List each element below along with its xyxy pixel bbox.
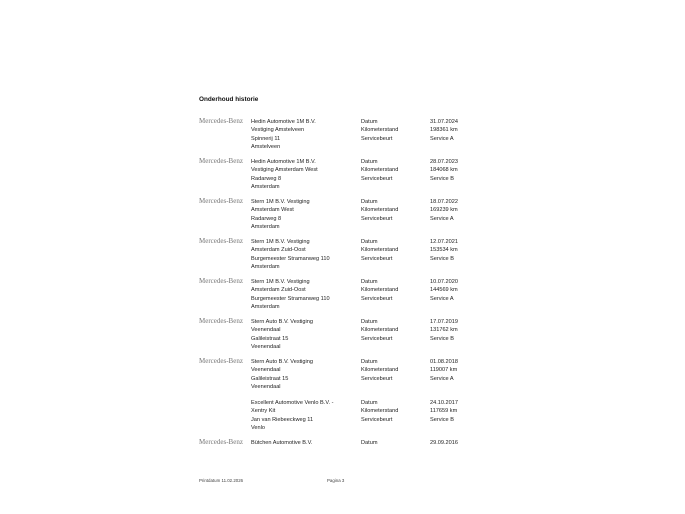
dealer-address [251, 118, 363, 152]
address-line: Amsterdam [251, 184, 280, 191]
service-value: Service A [430, 135, 454, 142]
address-line: Galileistraat 15 [251, 375, 289, 382]
date-value: 24.10.2017 [430, 400, 458, 406]
km-value: 169239 km [430, 207, 458, 214]
date-value: 29.09.2016 [430, 440, 458, 446]
km-value: 198361 km [430, 127, 458, 134]
field-labels [361, 399, 398, 424]
date-value: 01.08.2018 [430, 359, 458, 365]
service-label: Servicebeurt [361, 135, 393, 142]
field-values [430, 399, 458, 424]
address-line: Stern 1M B.V. Vestiging [251, 239, 310, 245]
dealer-address [251, 318, 363, 352]
service-label: Servicebeurt [361, 255, 393, 262]
date-label: Datum [361, 400, 378, 406]
service-value: Service A [430, 295, 454, 302]
dealer-address [251, 358, 363, 392]
service-value: Service B [430, 335, 454, 342]
page-number: Pagina 3 [327, 478, 345, 483]
date-label: Datum [361, 359, 378, 365]
address-line: Burgemeester Stramanweg 110 [251, 295, 330, 302]
field-labels [361, 439, 377, 447]
mercedes-benz-logo: Mercedes-Benz [199, 237, 243, 245]
field-values [430, 358, 458, 383]
km-label: Kilometerstand [361, 167, 399, 174]
service-value: Service B [430, 175, 454, 182]
field-labels [361, 118, 398, 143]
service-value: Service A [430, 375, 454, 382]
address-line: Stern Auto B.V. Vestiging [251, 359, 313, 365]
field-labels [361, 158, 398, 183]
address-line: Venlo [251, 425, 265, 432]
address-line: Radarweg 8 [251, 175, 282, 182]
address-line: Burgemeester Stramanweg 110 [251, 255, 330, 262]
dealer-address [251, 158, 363, 192]
field-labels [361, 318, 398, 343]
service-label: Servicebeurt [361, 335, 393, 342]
km-value: 119007 km [430, 367, 458, 374]
field-labels [361, 278, 398, 303]
service-label: Servicebeurt [361, 295, 393, 302]
field-values [430, 318, 458, 343]
dealer-address [251, 238, 363, 272]
dealer-address [251, 439, 363, 447]
address-line: Veenendaal [251, 384, 281, 391]
field-labels [361, 238, 398, 263]
address-line: Veenendaal [251, 367, 281, 374]
km-value: 184068 km [430, 167, 458, 174]
km-label: Kilometerstand [361, 247, 399, 254]
field-values [430, 158, 458, 183]
date-value: 10.07.2020 [430, 279, 458, 285]
date-value: 31.07.2024 [430, 119, 458, 125]
service-label: Servicebeurt [361, 375, 393, 382]
address-line: Stern Auto B.V. Vestiging [251, 319, 313, 325]
service-label: Servicebeurt [361, 416, 393, 423]
address-line: Amsterdam [251, 304, 280, 311]
address-line: Amstelveen [251, 144, 281, 151]
field-values [430, 439, 458, 447]
address-line: Excellent Automotive Venlo B.V. - [251, 400, 334, 406]
date-value: 12.07.2021 [430, 239, 458, 245]
service-value: Service B [430, 255, 454, 262]
mercedes-benz-logo: Mercedes-Benz [199, 438, 243, 446]
address-line: Hedin Automotive 1M B.V. [251, 159, 316, 165]
km-value: 117659 km [430, 408, 458, 415]
address-line: Vestiging Amstelveen [251, 127, 305, 134]
address-line: Veenendaal [251, 344, 281, 351]
address-line: Hedin Automotive 1M B.V. [251, 119, 316, 125]
dealer-address [251, 198, 363, 232]
field-values [430, 238, 458, 263]
field-values [430, 118, 458, 143]
address-line: Vestiging Amsterdam West [251, 167, 318, 174]
mercedes-benz-logo: Mercedes-Benz [199, 197, 243, 205]
field-values [430, 198, 458, 223]
mercedes-benz-logo: Mercedes-Benz [199, 277, 243, 285]
date-label: Datum [361, 440, 378, 446]
address-line: Amsterdam Zuid-Oost [251, 247, 306, 254]
service-label: Servicebeurt [361, 175, 393, 182]
address-line: Amsterdam Zuid-Oost [251, 287, 306, 294]
km-value: 153534 km [430, 247, 458, 254]
address-line: Spinnerij 11 [251, 135, 281, 142]
km-label: Kilometerstand [361, 327, 399, 334]
dealer-address [251, 399, 363, 433]
km-label: Kilometerstand [361, 207, 399, 214]
print-date: Printdatum 11.02.2026 [199, 478, 244, 483]
address-line: Radarweg 8 [251, 215, 282, 222]
km-value: 131762 km [430, 327, 458, 334]
address-line: Stern 1M B.V. Vestiging [251, 199, 310, 205]
mercedes-benz-logo: Mercedes-Benz [199, 317, 243, 325]
dealer-address [251, 278, 363, 312]
km-value: 144569 km [430, 287, 458, 294]
date-label: Datum [361, 279, 378, 285]
service-label: Servicebeurt [361, 215, 393, 222]
field-labels [361, 198, 398, 223]
address-line: Amsterdam [251, 264, 280, 271]
field-labels [361, 358, 398, 383]
address-line: Galileistraat 15 [251, 335, 289, 342]
address-line: Amsterdam West [251, 207, 294, 214]
address-line: Jan van Riebeeckweg 11 [251, 416, 314, 423]
date-value: 28.07.2023 [430, 159, 458, 165]
address-line: Bütchen Automotive B.V. [251, 440, 313, 446]
address-line: Amsterdam [251, 224, 280, 231]
address-line: Stern 1M B.V. Vestiging [251, 279, 310, 285]
page-title: Onderhoud historie [199, 96, 259, 103]
mercedes-benz-logo: Mercedes-Benz [199, 357, 243, 365]
address-line: Xentry Kit [251, 408, 276, 415]
date-value: 18.07.2022 [430, 199, 458, 205]
date-label: Datum [361, 199, 378, 205]
address-line: Veenendaal [251, 327, 281, 334]
mercedes-benz-logo: Mercedes-Benz [199, 157, 243, 165]
km-label: Kilometerstand [361, 127, 399, 134]
km-label: Kilometerstand [361, 408, 399, 415]
mercedes-benz-logo: Mercedes-Benz [199, 117, 243, 125]
service-value: Service B [430, 416, 454, 423]
date-label: Datum [361, 119, 378, 125]
field-values [430, 278, 458, 303]
km-label: Kilometerstand [361, 287, 399, 294]
date-value: 17.07.2019 [430, 319, 458, 325]
date-label: Datum [361, 319, 378, 325]
date-label: Datum [361, 159, 378, 165]
date-label: Datum [361, 239, 378, 245]
km-label: Kilometerstand [361, 367, 399, 374]
service-value: Service A [430, 215, 454, 222]
